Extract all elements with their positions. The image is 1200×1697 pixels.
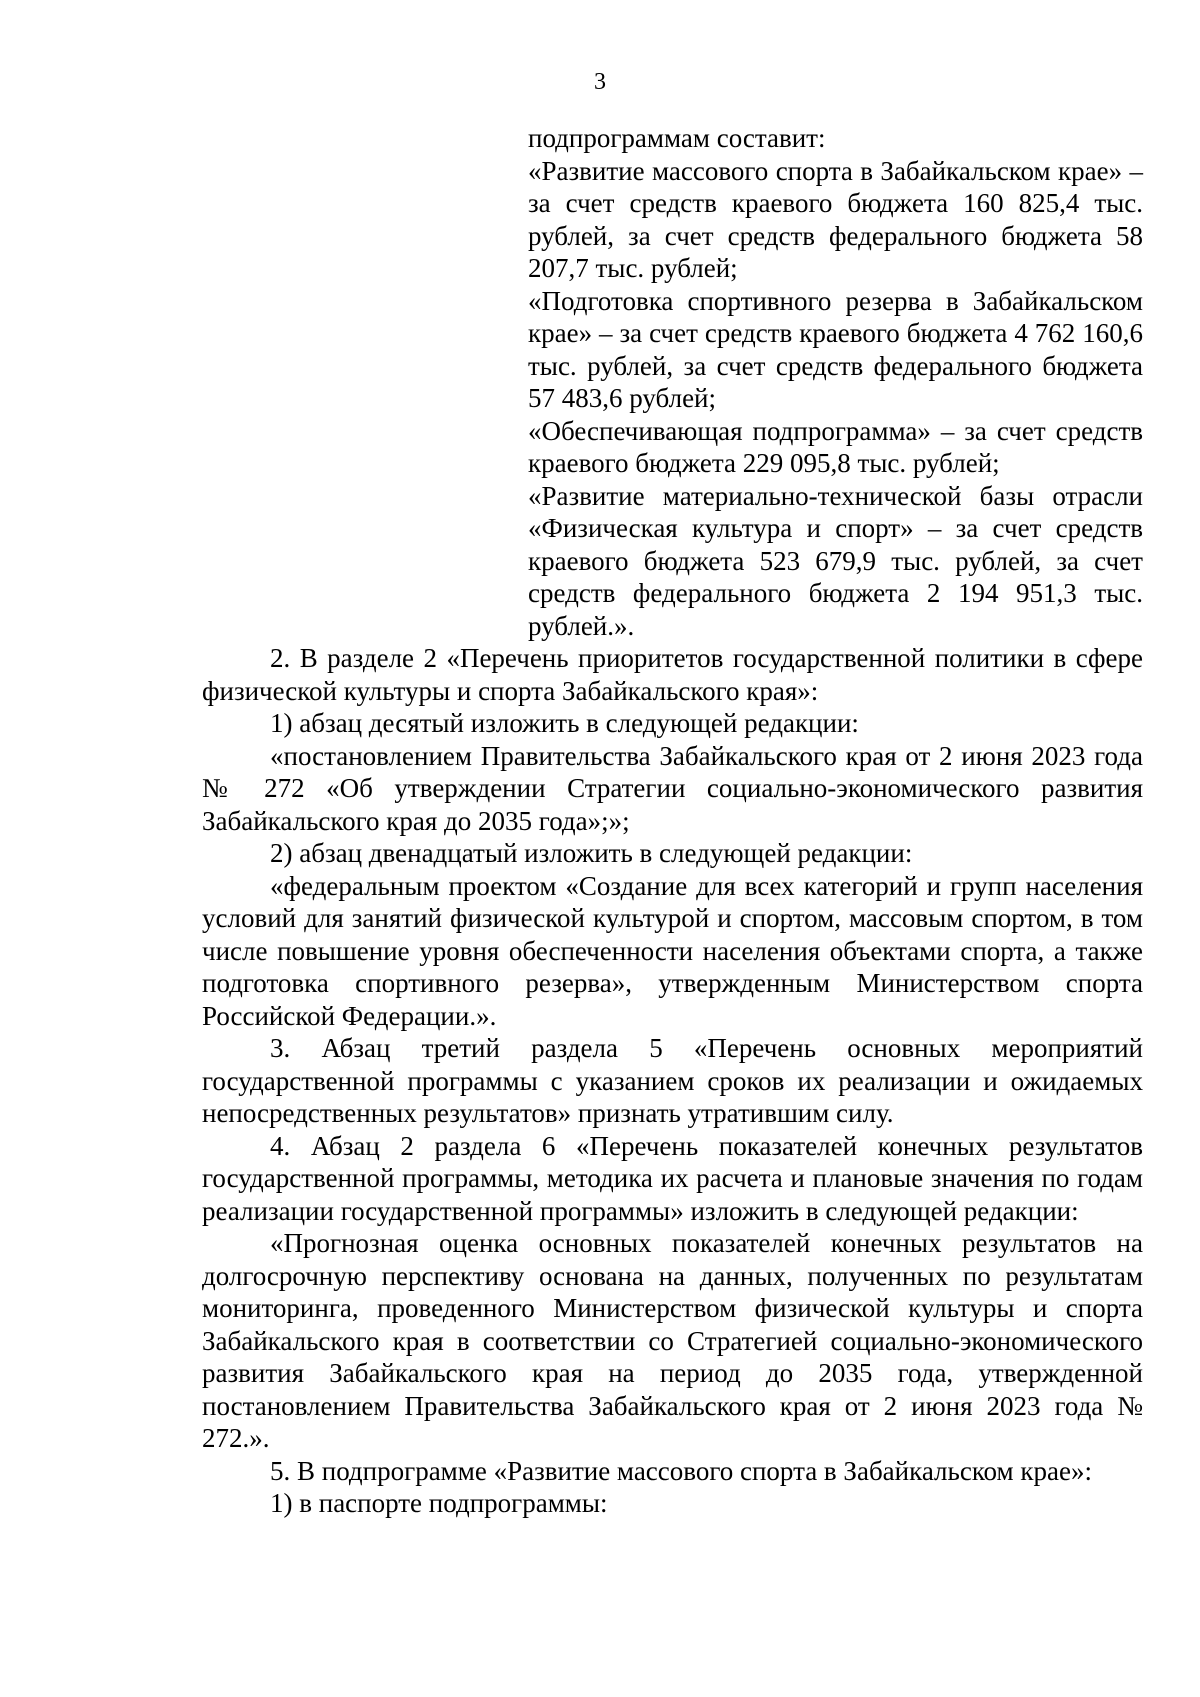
document-body	[202, 642, 1143, 1520]
page-number: 3	[594, 69, 606, 95]
paragraph-item-4-text: «Прогнозная оценка основных показателей конечных результатов на долгосрочную перспективу основана на данных, полученных по результатам мониторинга, проведенного Министерством физической культуры и спорта Забайкальского края в соответствии со Стратегией социально-экономического развития Забайкальского края на период до 2035 года, утвержденной постановлением Правительства Забайкальского края от 2 июня 2023 года № 272.».	[202, 1228, 1143, 1453]
paragraph-item-3: 3. Абзац третий раздела 5 «Перечень основных мероприятий государственной программы с указанием сроков их реализации и ожидаемых непосредственных результатов» признать утратившим силу.	[202, 1033, 1143, 1128]
paragraph-item-2: 2. В разделе 2 «Перечень приоритетов государственной политики в сфере физической культуры и спорта Забайкальского края»:	[202, 643, 1143, 706]
funding-sport-reserve: «Подготовка спортивного резерва в Забайкальском крае» – за счет средств краевого бюджета 4 762 160,6 тыс. рублей, за счет средств федерального бюджета 57 483,6 рублей;	[528, 285, 1143, 413]
paragraph-item-5-1: 1) в паспорте подпрограммы:	[270, 1488, 608, 1518]
paragraph-item-2-1: 1) абзац десятый изложить в следующей редакции:	[270, 708, 859, 738]
paragraph-item-2-2: 2) абзац двенадцатый изложить в следующей редакции:	[270, 838, 913, 868]
funding-intro: подпрограммам составит:	[528, 123, 826, 153]
paragraph-item-2-2-text: «федеральным проектом «Создание для всех категорий и групп населения условий для занятий физической культурой и спортом, массовым спортом, в том числе повышение уровня обеспеченности населения объектами спорта, а также подготовка спортивного резерва», утвержденным Министерством спорта Российской Федерации.».	[202, 870, 1143, 1031]
paragraph-item-5: 5. В подпрограмме «Развитие массового спорта в Забайкальском крае»:	[270, 1455, 1092, 1486]
program-funding-block	[528, 122, 1143, 642]
funding-material-base: «Развитие материально-технической базы отрасли «Физическая культура и спорт» – за счет средств краевого бюджета 523 679,9 тыс. рублей, за счет средств федерального бюджета 2 194 951,3 тыс. рублей.».	[528, 480, 1143, 641]
funding-mass-sport: «Развитие массового спорта в Забайкальском крае» – за счет средств краевого бюджета 160 825,4 тыс. рублей, за счет средств федерального бюджета 58 207,7 тыс. рублей;	[528, 155, 1143, 283]
paragraph-item-2-1-text: «постановлением Правительства Забайкальского края от 2 июня 2023 года № 272 «Об утверждении Стратегии социально-экономического развития Забайкальского края до 2035 года»;»;	[202, 740, 1143, 836]
funding-support-subprogram: «Обеспечивающая подпрограмма» – за счет средств краевого бюджета 229 095,8 тыс. рублей;	[528, 415, 1143, 478]
paragraph-item-4: 4. Абзац 2 раздела 6 «Перечень показателей конечных результатов государственной программы, методика их расчета и плановые значения по годам реализации государственной программы» изложить в следующей редакции:	[202, 1130, 1143, 1226]
